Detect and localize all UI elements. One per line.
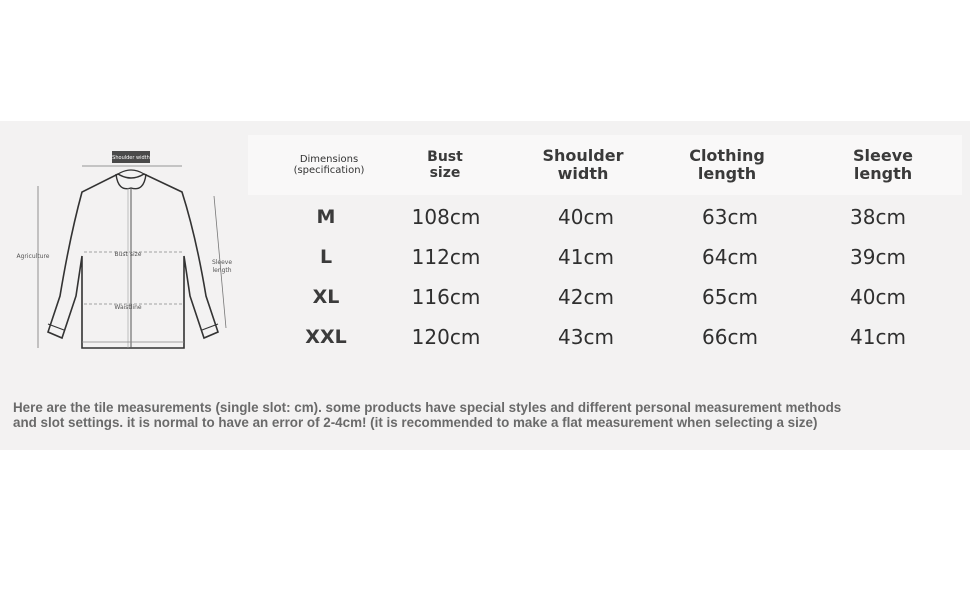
table-header — [248, 135, 962, 195]
table-row — [248, 241, 962, 273]
note-line-2: and slot settings. it is normal to have an error of 2-4cm! (it is recommended to make a flat measurement when selecting a size) — [13, 415, 818, 430]
measurement-note — [13, 400, 963, 430]
size-cell: L — [319, 246, 333, 268]
bust-cell: 108cm — [411, 205, 481, 229]
sleeve-length-cell: 39cm — [850, 245, 906, 269]
shoulder-cell: 40cm — [558, 205, 614, 229]
clothing-length-cell: 63cm — [702, 205, 758, 229]
shoulder-cell: 42cm — [558, 285, 614, 309]
bust-cell: 112cm — [411, 245, 481, 269]
sleeve-length-cell: 41cm — [850, 325, 906, 349]
size-chart-panel — [0, 121, 970, 450]
shoulder-cell: 43cm — [558, 325, 614, 349]
note-line-1: Here are the tile measurements (single slot: cm). some products have special styles and different personal measurement methods — [13, 400, 842, 415]
shirt-measurement-diagram — [8, 146, 240, 356]
bust-cell: 120cm — [411, 325, 481, 349]
table-row — [248, 201, 962, 233]
table-row — [248, 321, 962, 353]
size-cell: XXL — [305, 326, 347, 348]
size-cell: M — [316, 206, 336, 228]
waistline-label: Waistline — [114, 304, 142, 311]
clothing-length-cell: 66cm — [702, 325, 758, 349]
clothing-length-cell: 65cm — [702, 285, 758, 309]
shirt-illustration — [8, 146, 240, 356]
bust-cell: 116cm — [411, 285, 481, 309]
header-dimensions: Dimensions (specification) — [293, 153, 365, 176]
sleeve-length-label-2: length — [212, 267, 232, 274]
bust-size-label: Bust size — [114, 251, 142, 258]
sleeve-length-cell: 40cm — [850, 285, 906, 309]
sleeve-length-cell: 38cm — [850, 205, 906, 229]
table-row — [248, 281, 962, 313]
clothing-length-cell: 64cm — [702, 245, 758, 269]
shoulder-width-label: Shoulder width — [112, 155, 150, 161]
shoulder-cell: 41cm — [558, 245, 614, 269]
size-cell: XL — [312, 286, 340, 308]
header-clothing-length: Clothing length — [689, 145, 765, 183]
length-label: Agriculture — [16, 253, 50, 260]
sleeve-length-label-1: Sleeve — [211, 259, 233, 266]
header-bust-size: Bust size — [427, 148, 463, 181]
header-sleeve-length: Sleeve length — [853, 145, 913, 183]
header-shoulder-width: Shoulder width — [542, 145, 624, 183]
